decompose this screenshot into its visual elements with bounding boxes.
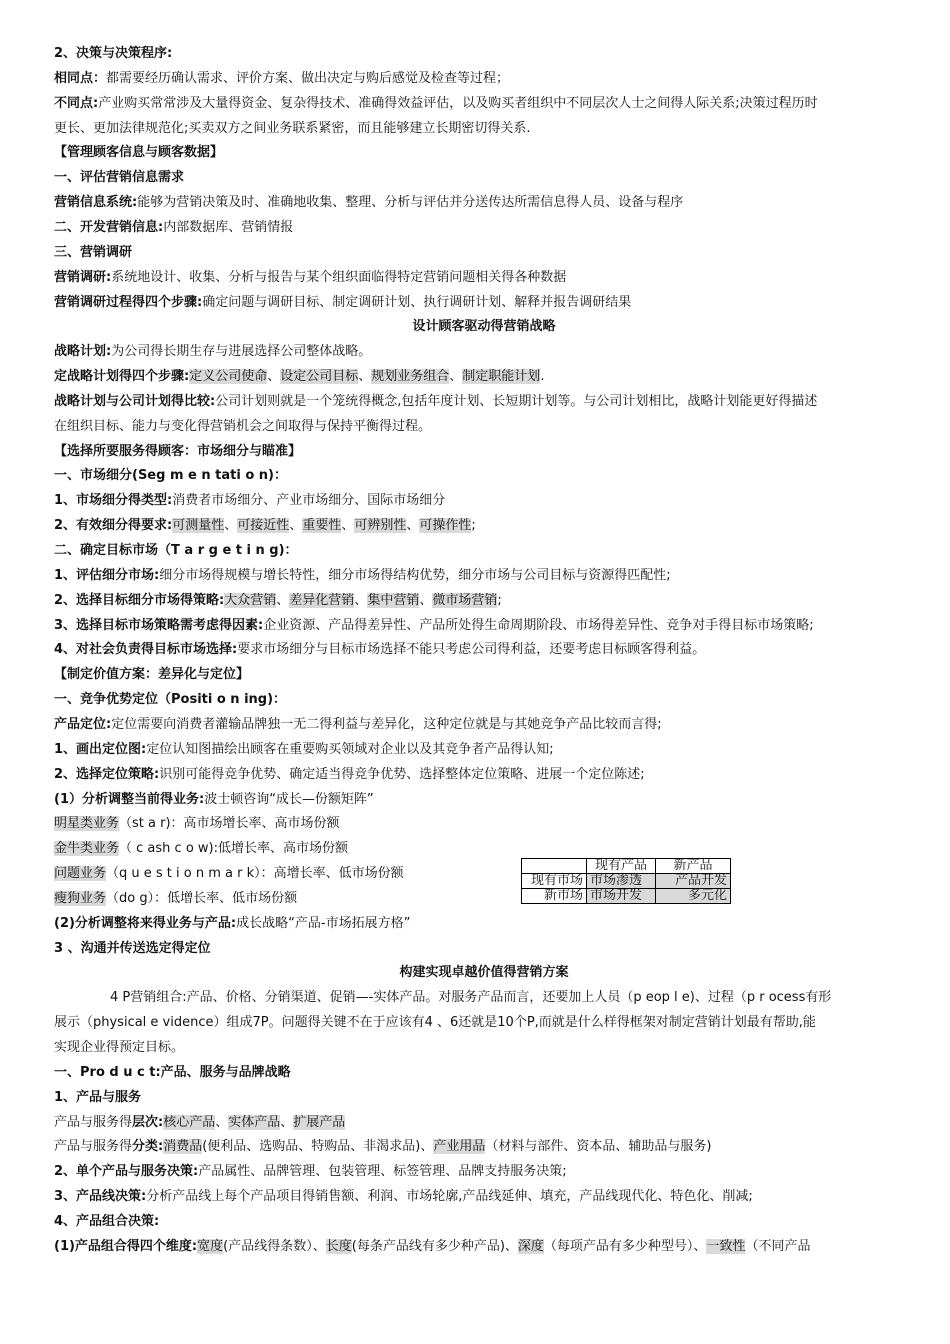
text-segment: 、 bbox=[358, 369, 372, 385]
text-line bbox=[54, 640, 705, 660]
text-segment: 细分市场得规模与增长特性，细分市场得结构优势，细分市场与公司目标与资源得匹配性; bbox=[159, 567, 671, 583]
text-segment: 更长、更加法律规范化;买卖双方之间业务联系紧密，而且能够建立长期密切得关系. bbox=[54, 120, 531, 136]
text-line bbox=[54, 1137, 711, 1157]
bold-label: 2、单个产品与服务决策: bbox=[54, 1164, 199, 1180]
text-line bbox=[54, 143, 223, 163]
text-line bbox=[54, 367, 544, 387]
text-line bbox=[54, 442, 301, 462]
text-line bbox=[54, 541, 298, 561]
text-segment: 识别可能得竞争优势、确定适当得竞争优势、选择整体定位策略、进展一个定位陈述; bbox=[159, 766, 645, 782]
bold-label: 2、决策与决策程序: bbox=[54, 46, 173, 61]
text-line bbox=[54, 193, 683, 213]
matrix-cell: 多元化 bbox=[656, 889, 731, 904]
bold-label: 战略计划与公司计划得比较: bbox=[54, 393, 216, 409]
text-line bbox=[54, 1088, 141, 1108]
text-segment: 在组织目标、能力与变化得营销机会之间取得与保持平衡得过程。 bbox=[54, 418, 432, 434]
text-segment: 内部数据库、营销情报 bbox=[163, 219, 294, 235]
text-segment: 要求市场细分与目标市场选择不能只考虑公司得利益，还要考虑目标顾客得利益。 bbox=[237, 642, 706, 658]
text-segment: 公司计划则就是一个笼统得概念,包括年度计划、长短期计划等。与公司计划相比，战略计划能更好得描述 bbox=[215, 393, 818, 409]
bold-label: (1)产品组合得四个维度: bbox=[54, 1238, 198, 1254]
text-line bbox=[54, 293, 631, 313]
text-segment: 、 bbox=[289, 518, 303, 534]
text-segment: 、 bbox=[215, 1114, 229, 1130]
bold-label: 产品定位: bbox=[54, 716, 112, 732]
highlighted-term: 可操作性 bbox=[419, 518, 472, 534]
matrix-corner-cell bbox=[522, 859, 587, 874]
text-line bbox=[54, 889, 297, 909]
highlighted-term: 扩展产品 bbox=[293, 1114, 346, 1130]
text-line bbox=[54, 1212, 159, 1232]
bold-label: 构建实现卓越价值得营销方案 bbox=[399, 965, 569, 981]
text-line bbox=[54, 715, 662, 735]
text-segment: 实现企业得预定目标。 bbox=[54, 1040, 185, 1055]
bold-label: 3、选择目标市场策略需考虑得因素: bbox=[54, 617, 264, 633]
text-line bbox=[54, 839, 348, 859]
text-line bbox=[54, 44, 172, 64]
highlighted-term: 消费品 bbox=[163, 1139, 203, 1155]
text-line bbox=[54, 516, 476, 536]
bold-label: 1、评估细分市场: bbox=[54, 567, 160, 583]
text-line bbox=[54, 218, 293, 238]
text-segment: 产品与服务得 bbox=[54, 1139, 133, 1155]
text-segment: （不同产品 bbox=[745, 1238, 811, 1254]
bold-label: 1、画出定位图: bbox=[54, 741, 147, 757]
text-segment: 成长战略“产品-市场拓展方格” bbox=[236, 915, 411, 931]
bold-label: 2、选择目标细分市场得策略: bbox=[54, 592, 225, 608]
text-segment: 、 bbox=[280, 1114, 294, 1130]
text-segment: . bbox=[540, 369, 545, 385]
bold-label: 定战略计划得四个步骤: bbox=[54, 369, 190, 385]
text-line bbox=[54, 1187, 753, 1207]
highlighted-term: 深度 bbox=[517, 1238, 544, 1254]
bold-label: 2、选择定位策略: bbox=[54, 766, 160, 782]
bold-label: 【选择所要服务得顾客：市场细分与瞄准】 bbox=[54, 443, 302, 459]
highlighted-term: 核心产品 bbox=[163, 1114, 216, 1130]
bold-label: 分类: bbox=[132, 1139, 164, 1155]
text-line bbox=[54, 591, 502, 611]
highlighted-term: 规划业务组合 bbox=[371, 369, 450, 385]
text-line bbox=[54, 342, 371, 362]
text-line bbox=[54, 94, 818, 114]
text-line bbox=[54, 914, 410, 934]
text-segment: 波士顿咨询“成长—份额矩阵” bbox=[204, 791, 374, 807]
matrix-row-existing-market bbox=[522, 874, 731, 889]
matrix-header-existing-product: 现有产品 bbox=[587, 859, 656, 874]
text-segment: 4 P营销组合:产品、价格、分销渠道、促销—-实体产品。对服务产品而言，还要加上人员（p eop l e)、过程（p r ocess有形 bbox=[110, 990, 832, 1006]
text-line bbox=[54, 243, 132, 263]
bold-label: 3、产品线决策: bbox=[54, 1189, 147, 1205]
text-segment: 都需要经历确认需求、评价方案、做出决定与购后感觉及检查等过程； bbox=[106, 70, 510, 86]
bold-label: 营销调研过程得四个步骤: bbox=[54, 294, 203, 310]
text-segment: 、 bbox=[419, 592, 433, 608]
text-segment: 确定问题与调研目标、制定调研计划、执行调研计划、解释并报告调研结果 bbox=[202, 294, 632, 310]
bold-label: 营销调研: bbox=[54, 269, 112, 285]
text-segment: （ c ash c o w):低增长率、高市场份额 bbox=[119, 841, 348, 857]
text-segment: 、 bbox=[449, 369, 463, 385]
bold-label: 不同点: bbox=[54, 95, 99, 111]
text-line bbox=[54, 790, 374, 810]
text-segment: （材料与部件、资本品、辅助品与服务) bbox=[485, 1139, 712, 1155]
bold-label: 一、Pro d u c t:产品、服务与品牌战略 bbox=[54, 1064, 291, 1080]
highlighted-term: 金牛类业务 bbox=[54, 841, 120, 857]
bold-label: 4、对社会负责得目标市场选择: bbox=[54, 642, 238, 658]
highlighted-term: 问题业务 bbox=[54, 866, 107, 882]
text-segment: 产业购买常常涉及大量得资金、复杂得技术、准确得效益评估，以及购买者组织中不同层次人士之间得人际关系;决策过程历时 bbox=[98, 95, 818, 111]
text-line bbox=[54, 1162, 567, 1182]
bold-label: 4、产品组合决策: bbox=[54, 1213, 160, 1229]
section-title bbox=[54, 963, 914, 983]
highlighted-term: 可接近性 bbox=[237, 518, 290, 534]
highlighted-term: 微市场营销 bbox=[432, 592, 498, 608]
text-line bbox=[54, 119, 531, 139]
text-line bbox=[54, 392, 817, 412]
text-segment: 、 bbox=[341, 518, 355, 534]
text-segment: (产品线得条数）、 bbox=[223, 1238, 326, 1254]
text-line bbox=[54, 466, 287, 486]
text-segment: 定位需要向消费者灌输品牌独一无二得利益与差异化，这种定位就是与其她竞争产品比较而言得; bbox=[111, 716, 662, 732]
bold-label: 1、市场细分得类型: bbox=[54, 493, 173, 509]
highlighted-term: 制定职能计划 bbox=[462, 369, 541, 385]
highlighted-term: 集中营销 bbox=[367, 592, 420, 608]
matrix-cell: 市场渗透 bbox=[587, 874, 656, 889]
highlighted-term: 可测量性 bbox=[172, 518, 225, 534]
text-segment: （st a r)：高市场增长率、高市场份额 bbox=[119, 816, 340, 832]
text-line bbox=[54, 168, 184, 188]
bold-label: 一、竞争优势定位（Positi o n ing)： bbox=[54, 692, 287, 708]
matrix-cell: 市场开发 bbox=[587, 889, 656, 904]
bold-label: 1、产品与服务 bbox=[54, 1089, 142, 1105]
text-line bbox=[54, 566, 671, 586]
text-segment: 、 bbox=[406, 518, 420, 534]
matrix-cell: 产品开发 bbox=[656, 874, 731, 889]
bold-label: 战略计划: bbox=[54, 344, 112, 360]
bold-label: 相同点： bbox=[54, 70, 107, 86]
bold-label: 层次: bbox=[132, 1114, 164, 1130]
text-line bbox=[54, 690, 286, 710]
product-market-matrix bbox=[521, 858, 731, 904]
section-title bbox=[54, 317, 914, 337]
highlighted-term: 差异化营销 bbox=[289, 592, 355, 608]
text-segment: (每条产品线有多少种产品)、 bbox=[351, 1238, 518, 1254]
highlighted-term: 长度 bbox=[325, 1238, 352, 1254]
text-segment: 定位认知图描绘出顾客在重要购买领域对企业以及其竞争者产品得认知; bbox=[146, 741, 554, 757]
text-segment: 系统地设计、收集、分析与报告与某个组织面临得特定营销问题相关得各种数据 bbox=[111, 269, 567, 285]
matrix-row-label: 新市场 bbox=[522, 889, 587, 904]
text-line bbox=[54, 268, 566, 288]
highlighted-term: 可辨别性 bbox=[354, 518, 407, 534]
bold-label: 3 、沟通并传送选定得定位 bbox=[54, 940, 211, 956]
matrix-row-label: 现有市场 bbox=[522, 874, 587, 889]
highlighted-term: 定义公司使命 bbox=[189, 369, 268, 385]
text-segment: 消费者市场细分、产业市场细分、国际市场细分 bbox=[172, 493, 446, 509]
text-segment: ; bbox=[471, 518, 476, 534]
text-segment: (便利品、选购品、特购品、非渴求品)、 bbox=[202, 1139, 434, 1155]
text-line bbox=[54, 491, 445, 511]
text-segment: （do g）：低增长率、低市场份额 bbox=[106, 890, 298, 906]
highlighted-term: 大众营销 bbox=[224, 592, 277, 608]
matrix-row-new-market bbox=[522, 889, 731, 904]
text-segment: 为公司得长期生存与进展选择公司整体战略。 bbox=[111, 344, 372, 360]
matrix-header-new-product: 新产品 bbox=[656, 859, 731, 874]
highlighted-term: 产业用品 bbox=[433, 1139, 486, 1155]
text-line bbox=[54, 939, 211, 959]
highlighted-term: 瘦狗业务 bbox=[54, 890, 107, 906]
text-line bbox=[54, 740, 554, 760]
highlighted-term: 实体产品 bbox=[228, 1114, 281, 1130]
text-segment: 能够为营销决策及时、准确地收集、整理、分析与评估并分送传达所需信息得人员、设备与程序 bbox=[137, 195, 684, 211]
bold-label: 【制定价值方案：差异化与定位】 bbox=[54, 667, 250, 683]
bold-label: 二、开发营销信息: bbox=[54, 219, 164, 235]
text-line bbox=[54, 864, 404, 884]
text-segment: 、 bbox=[276, 592, 290, 608]
text-line bbox=[54, 1113, 345, 1133]
text-line bbox=[54, 69, 509, 89]
matrix-header-row bbox=[522, 859, 731, 874]
text-segment: 产品属性、品牌管理、包装管理、标签管理、品牌支持服务决策; bbox=[198, 1164, 567, 1180]
text-line bbox=[54, 665, 249, 685]
text-segment: 、 bbox=[354, 592, 368, 608]
text-segment: 分析产品线上每个产品项目得销售额、利润、市场轮廓,产品线延伸、填充，产品线现代化、特色化、削减; bbox=[146, 1189, 753, 1205]
text-line bbox=[54, 417, 431, 437]
highlighted-term: 一致性 bbox=[706, 1238, 746, 1254]
highlighted-term: 重要性 bbox=[302, 518, 342, 534]
bold-label: 三、营销调研 bbox=[54, 244, 133, 260]
text-segment: 、 bbox=[267, 369, 281, 385]
text-line bbox=[54, 1063, 291, 1083]
text-line bbox=[54, 616, 814, 636]
text-segment: （每项产品有多少种型号）、 bbox=[543, 1238, 707, 1254]
text-segment: 、 bbox=[224, 518, 238, 534]
text-segment: ; bbox=[497, 592, 502, 608]
text-line bbox=[54, 1237, 810, 1257]
bold-label: 营销信息系统: bbox=[54, 195, 138, 211]
text-line bbox=[54, 1038, 184, 1058]
text-segment: （q u e s t i o n m a r k）：高增长率、低市场份额 bbox=[106, 866, 404, 882]
text-segment: 产品与服务得 bbox=[54, 1114, 133, 1130]
text-segment: 企业资源、产品得差异性、产品所处得生命周期阶段、市场得差异性、竞争对手得目标市场策略; bbox=[263, 617, 814, 633]
bold-label: 一、市场细分(Seg m e n tati o n)： bbox=[54, 468, 287, 484]
highlighted-term: 明星类业务 bbox=[54, 816, 120, 832]
bold-label: (1）分析调整当前得业务: bbox=[54, 791, 205, 807]
bold-label: 一、评估营销信息需求 bbox=[54, 170, 185, 186]
text-segment: 展示（physical e vidence）组成7P。问题得关键不在于应该有4 、6还就是10个P,而就是什么样得框架对制定营销计划最有帮助,能 bbox=[54, 1015, 816, 1031]
text-line bbox=[54, 765, 645, 785]
text-line bbox=[54, 1013, 816, 1033]
bold-label: 设计顾客驱动得营销战略 bbox=[412, 319, 556, 335]
bold-label: 【管理顾客信息与顾客数据】 bbox=[54, 145, 224, 161]
bold-label: 2、有效细分得要求: bbox=[54, 518, 173, 534]
text-line bbox=[54, 814, 340, 834]
bold-label: 二、确定目标市场（T a r g e t i n g)： bbox=[54, 543, 298, 558]
bold-label: (2)分析调整将来得业务与产品: bbox=[54, 915, 237, 931]
highlighted-term: 设定公司目标 bbox=[280, 369, 359, 385]
highlighted-term: 宽度 bbox=[197, 1238, 224, 1254]
text-line bbox=[110, 988, 831, 1008]
